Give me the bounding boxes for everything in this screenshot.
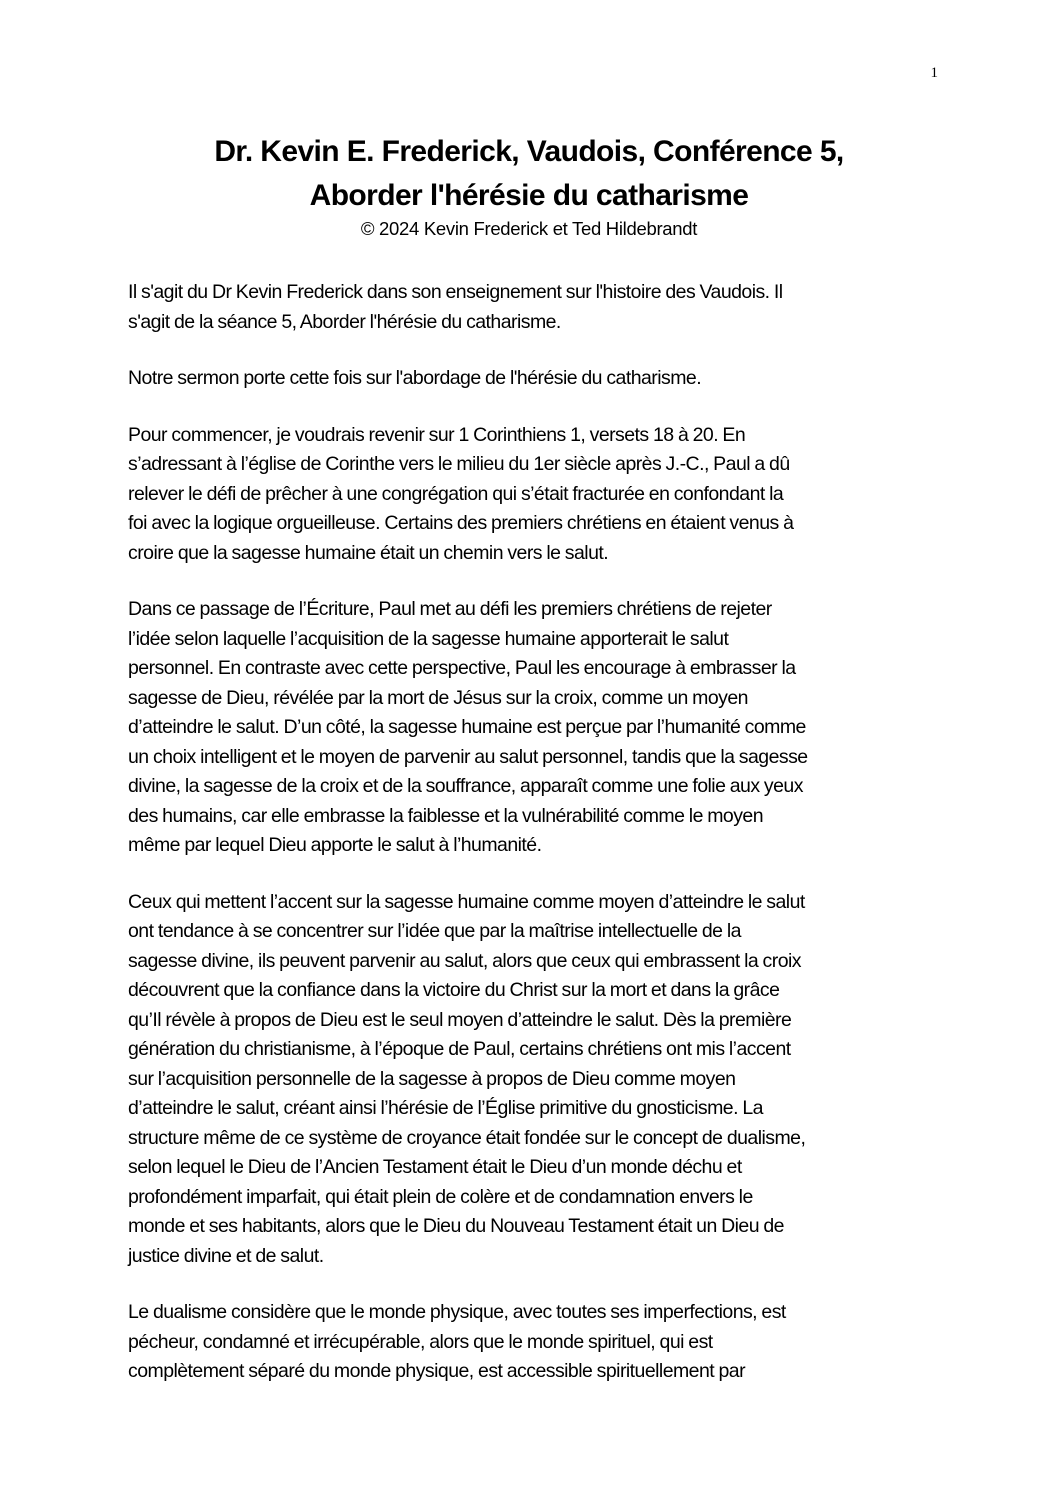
document-header [0, 130, 1058, 242]
paragraph-dualism [128, 1298, 948, 1387]
document-title-line-1: Dr. Kevin E. Frederick, Vaudois, Conférence 5, [214, 135, 844, 168]
paragraph-intro [128, 278, 948, 337]
page-number: 1 [930, 65, 938, 81]
text-line: découvrent que la confiance dans la victoire du Christ sur la mort et dans la grâce [128, 979, 780, 1001]
copyright-notice: © 2024 Kevin Frederick et Ted Hildebrandt [360, 218, 698, 239]
text-line: d’atteindre le salut. D’un côté, la sagesse humaine est perçue par l’humanité comme [128, 716, 806, 738]
paragraph-gnosticism [128, 888, 948, 1272]
text-line: Dans ce passage de l’Écriture, Paul met au défi les premiers chrétiens de rejeter [128, 598, 772, 620]
text-line: structure même de ce système de croyance était fondée sur le concept de dualisme, [128, 1126, 806, 1149]
text-line: Pour commencer, je voudrais revenir sur 1 Corinthiens 1, versets 18 à 20. En [128, 423, 746, 446]
text-line: un choix intelligent et le moyen de parvenir au salut personnel, tandis que la sagesse [128, 745, 808, 768]
text-line: Ceux qui mettent l’accent sur la sagesse humaine comme moyen d’atteindre le salut [128, 890, 805, 913]
paragraph-corinthians [128, 421, 948, 569]
text-line: l’idée selon laquelle l’acquisition de la sagesse humaine apporterait le salut [128, 627, 729, 650]
text-line: selon lequel le Dieu de l’Ancien Testament était le Dieu d’un monde déchu et [128, 1156, 742, 1178]
document-title-line-2: Aborder l'hérésie du catharisme [309, 179, 749, 212]
text-line: profondément imparfait, qui était plein de colère et de condamnation envers le [128, 1185, 753, 1208]
text-line: Il s'agit du Dr Kevin Frederick dans son enseignement sur l'histoire des Vaudois. Il [128, 281, 783, 303]
text-line: d’atteindre le salut, créant ainsi l’hérésie de l’Église primitive du gnosticisme. La [128, 1097, 763, 1119]
text-line: foi avec la logique orgueilleuse. Certains des premiers chrétiens en étaient venus à [128, 512, 794, 534]
text-line: justice divine et de salut. [128, 1244, 324, 1267]
text-line: monde et ses habitants, alors que le Dieu du Nouveau Testament était un Dieu de [128, 1215, 784, 1237]
text-line: pécheur, condamné et irrécupérable, alors que le monde spirituel, qui est [128, 1330, 713, 1353]
text-line: sagesse de Dieu, révélée par la mort de Jésus sur la croix, comme un moyen [128, 686, 748, 709]
text-line: génération du christianisme, à l’époque de Paul, certains chrétiens ont mis l’accent [128, 1038, 791, 1060]
text-line: complètement séparé du monde physique, est accessible spirituellement par [128, 1360, 746, 1382]
text-line: relever le défi de prêcher à une congrégation qui s’était fracturée en confondant la [128, 482, 784, 505]
text-line: s’adressant à l’église de Corinthe vers le milieu du 1er siècle après J.-C., Paul a dû [128, 453, 790, 475]
text-line: sagesse divine, ils peuvent parvenir au salut, alors que ceux qui embrassent la croix [128, 949, 801, 972]
document-body [128, 278, 948, 1414]
text-line: même par lequel Dieu apporte le salut à l’humanité. [128, 834, 542, 856]
text-line: divine, la sagesse de la croix et de la souffrance, apparaît comme une folie aux yeux [128, 775, 803, 797]
text-line: s'agit de la séance 5, Aborder l'hérésie du catharisme. [128, 310, 561, 333]
text-line: des humains, car elle embrasse la faiblesse et la vulnérabilité comme le moyen [128, 804, 764, 827]
text-line: ont tendance à se concentrer sur l’idée que par la maîtrise intellectuelle de la [128, 920, 741, 942]
text-line: Notre sermon porte cette fois sur l'abordage de l'hérésie du catharisme. [128, 367, 702, 389]
text-line: Le dualisme considère que le monde physique, avec toutes ses imperfections, est [128, 1301, 786, 1323]
text-line: personnel. En contraste avec cette perspective, Paul les encourage à embrasser la [128, 657, 796, 679]
text-line: qu’Il révèle à propos de Dieu est le seul moyen d’atteindre le salut. Dès la première [128, 1008, 792, 1031]
paragraph-wisdom-of-god [128, 595, 948, 861]
text-line: sur l’acquisition personnelle de la sagesse à propos de Dieu comme moyen [128, 1067, 736, 1090]
paragraph-sermon-topic [128, 364, 948, 394]
text-line: croire que la sagesse humaine était un chemin vers le salut. [128, 541, 609, 564]
